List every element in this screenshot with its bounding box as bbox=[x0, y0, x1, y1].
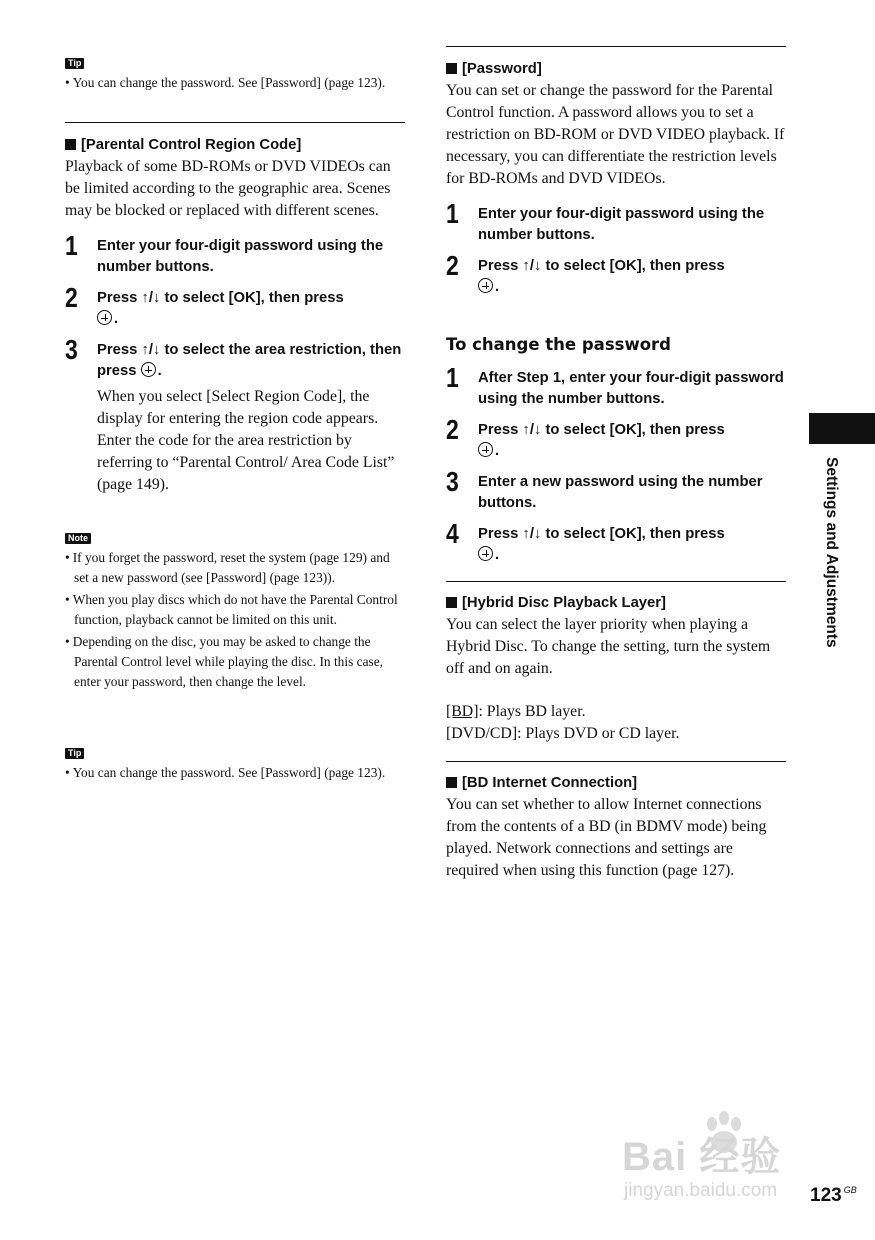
step-text: Press ↑/↓ to select [OK], then press . bbox=[478, 258, 725, 295]
tip-box-2 bbox=[65, 743, 405, 785]
note-item: • If you forget the password, reset the system (page 129) and set a new password (see [Password] (page 123)). bbox=[65, 550, 390, 585]
tip-list bbox=[65, 73, 405, 93]
section-heading: [Password] bbox=[446, 59, 786, 79]
step-text: Enter your four-digit password using the number buttons. bbox=[97, 238, 384, 275]
step-text: Press ↑/↓ to select the area restriction, then press . bbox=[97, 342, 402, 379]
parental-control-section bbox=[65, 135, 405, 496]
chapter-tab-marker bbox=[809, 413, 875, 444]
password-section bbox=[446, 59, 786, 298]
bullet-icon: • bbox=[65, 75, 70, 90]
chapter-tab-label: Settings and Adjustments bbox=[823, 457, 840, 648]
default-option: [BD] bbox=[446, 703, 479, 720]
section-intro: You can select the layer priority when playing a Hybrid Disc. To change the setting, turn the system off and on again. bbox=[446, 616, 771, 677]
section-divider bbox=[446, 46, 786, 47]
square-bullet-icon bbox=[65, 139, 76, 150]
bullet-icon: • bbox=[65, 550, 70, 565]
enter-button-icon bbox=[478, 546, 493, 561]
step-1 bbox=[65, 230, 405, 278]
watermark-url: jingyan.baidu.com bbox=[624, 1180, 778, 1201]
square-bullet-icon bbox=[446, 777, 457, 788]
note-item: • Depending on the disc, you may be asked to change the Parental Control level while playing the disc. In this case, enter your password, then change the level. bbox=[65, 634, 384, 689]
watermark-logo: Bai 经验 bbox=[622, 1135, 782, 1179]
step-text: Press ↑/↓ to select [OK], then press . bbox=[97, 290, 344, 327]
subsection-heading: To change the password bbox=[446, 335, 671, 354]
step-1 bbox=[446, 362, 786, 410]
step-text: After Step 1, enter your four-digit password using the number buttons. bbox=[478, 370, 784, 407]
step-number: 3 bbox=[65, 334, 78, 365]
bullet-icon: • bbox=[65, 592, 70, 607]
step-number: 2 bbox=[446, 414, 459, 445]
section-heading: [Hybrid Disc Playback Layer] bbox=[446, 593, 786, 613]
bullet-icon: • bbox=[65, 765, 70, 780]
section-heading: [Parental Control Region Code] bbox=[65, 135, 405, 155]
section-intro: You can set or change the password for the Parental Control function. A password allows you to set a restriction on BD-ROM or DVD VIDEO playback. If necessary, you can differentiate the restriction levels for BD-ROMs and DVD VIDEOs. bbox=[446, 82, 785, 187]
note-badge: Note bbox=[65, 533, 91, 544]
enter-button-icon bbox=[141, 362, 156, 377]
note-list bbox=[65, 548, 405, 692]
option-bd: [BD]: Plays BD layer. bbox=[446, 703, 586, 720]
watermark bbox=[620, 1110, 820, 1205]
step-text: Enter a new password using the number buttons. bbox=[478, 474, 763, 511]
step-3 bbox=[65, 334, 405, 496]
enter-button-icon bbox=[97, 310, 112, 325]
tip-list bbox=[65, 763, 405, 783]
step-number: 4 bbox=[446, 518, 459, 549]
bd-internet-section bbox=[446, 773, 786, 882]
step-2 bbox=[446, 250, 786, 298]
section-divider bbox=[446, 581, 786, 582]
note-item: • When you play discs which do not have the Parental Control function, playback cannot be limited on this unit. bbox=[65, 592, 398, 627]
step-text: Press ↑/↓ to select [OK], then press . bbox=[478, 422, 725, 459]
step-number: 2 bbox=[446, 250, 459, 281]
tip-badge: Tip bbox=[65, 58, 84, 69]
tip-item: • You can change the password. See [Password] (page 123). bbox=[65, 765, 386, 780]
section-divider bbox=[65, 122, 405, 123]
page-suffix: GB bbox=[843, 1185, 857, 1195]
step-number: 1 bbox=[446, 198, 459, 229]
tip-badge: Tip bbox=[65, 748, 84, 759]
step-number: 2 bbox=[65, 282, 78, 313]
option-dvd-cd: [DVD/CD]: Plays DVD or CD layer. bbox=[446, 725, 680, 742]
enter-button-icon bbox=[478, 278, 493, 293]
note-box bbox=[65, 528, 405, 694]
section-heading: [BD Internet Connection] bbox=[446, 773, 786, 793]
page-number: 123 $^{GB}$ bbox=[810, 1185, 857, 1206]
tip-item: • You can change the password. See [Password] (page 123). bbox=[65, 75, 386, 90]
section-intro: Playback of some BD-ROMs or DVD VIDEOs can be limited according to the geographic area. Scenes may be blocked or replaced with different scenes. bbox=[65, 158, 391, 219]
bullet-icon: • bbox=[65, 634, 70, 649]
step-number: 1 bbox=[65, 230, 78, 261]
change-password-section bbox=[446, 334, 786, 566]
step-number: 1 bbox=[446, 362, 459, 393]
square-bullet-icon bbox=[446, 597, 457, 608]
step-3 bbox=[446, 466, 786, 514]
hybrid-disc-section bbox=[446, 593, 786, 745]
tip-box-1 bbox=[65, 53, 405, 95]
step-4 bbox=[446, 518, 786, 566]
step-text: Enter your four-digit password using the number buttons. bbox=[478, 206, 765, 243]
step-1 bbox=[446, 198, 786, 246]
step-number: 3 bbox=[446, 466, 459, 497]
section-divider bbox=[446, 761, 786, 762]
step-text: Press ↑/↓ to select [OK], then press . bbox=[478, 526, 725, 563]
section-intro: You can set whether to allow Internet connections from the contents of a BD (in BDMV mode) being played. Network connections and settings are required when using this function (page 127). bbox=[446, 796, 767, 879]
step-2 bbox=[446, 414, 786, 462]
enter-button-icon bbox=[478, 442, 493, 457]
square-bullet-icon bbox=[446, 63, 457, 74]
step-2 bbox=[65, 282, 405, 330]
step-description: When you select [Select Region Code], the display for entering the region code appears. Enter the code for the area restriction by referring to “Parental Control/ Area Code List” (page 149). bbox=[97, 388, 395, 493]
